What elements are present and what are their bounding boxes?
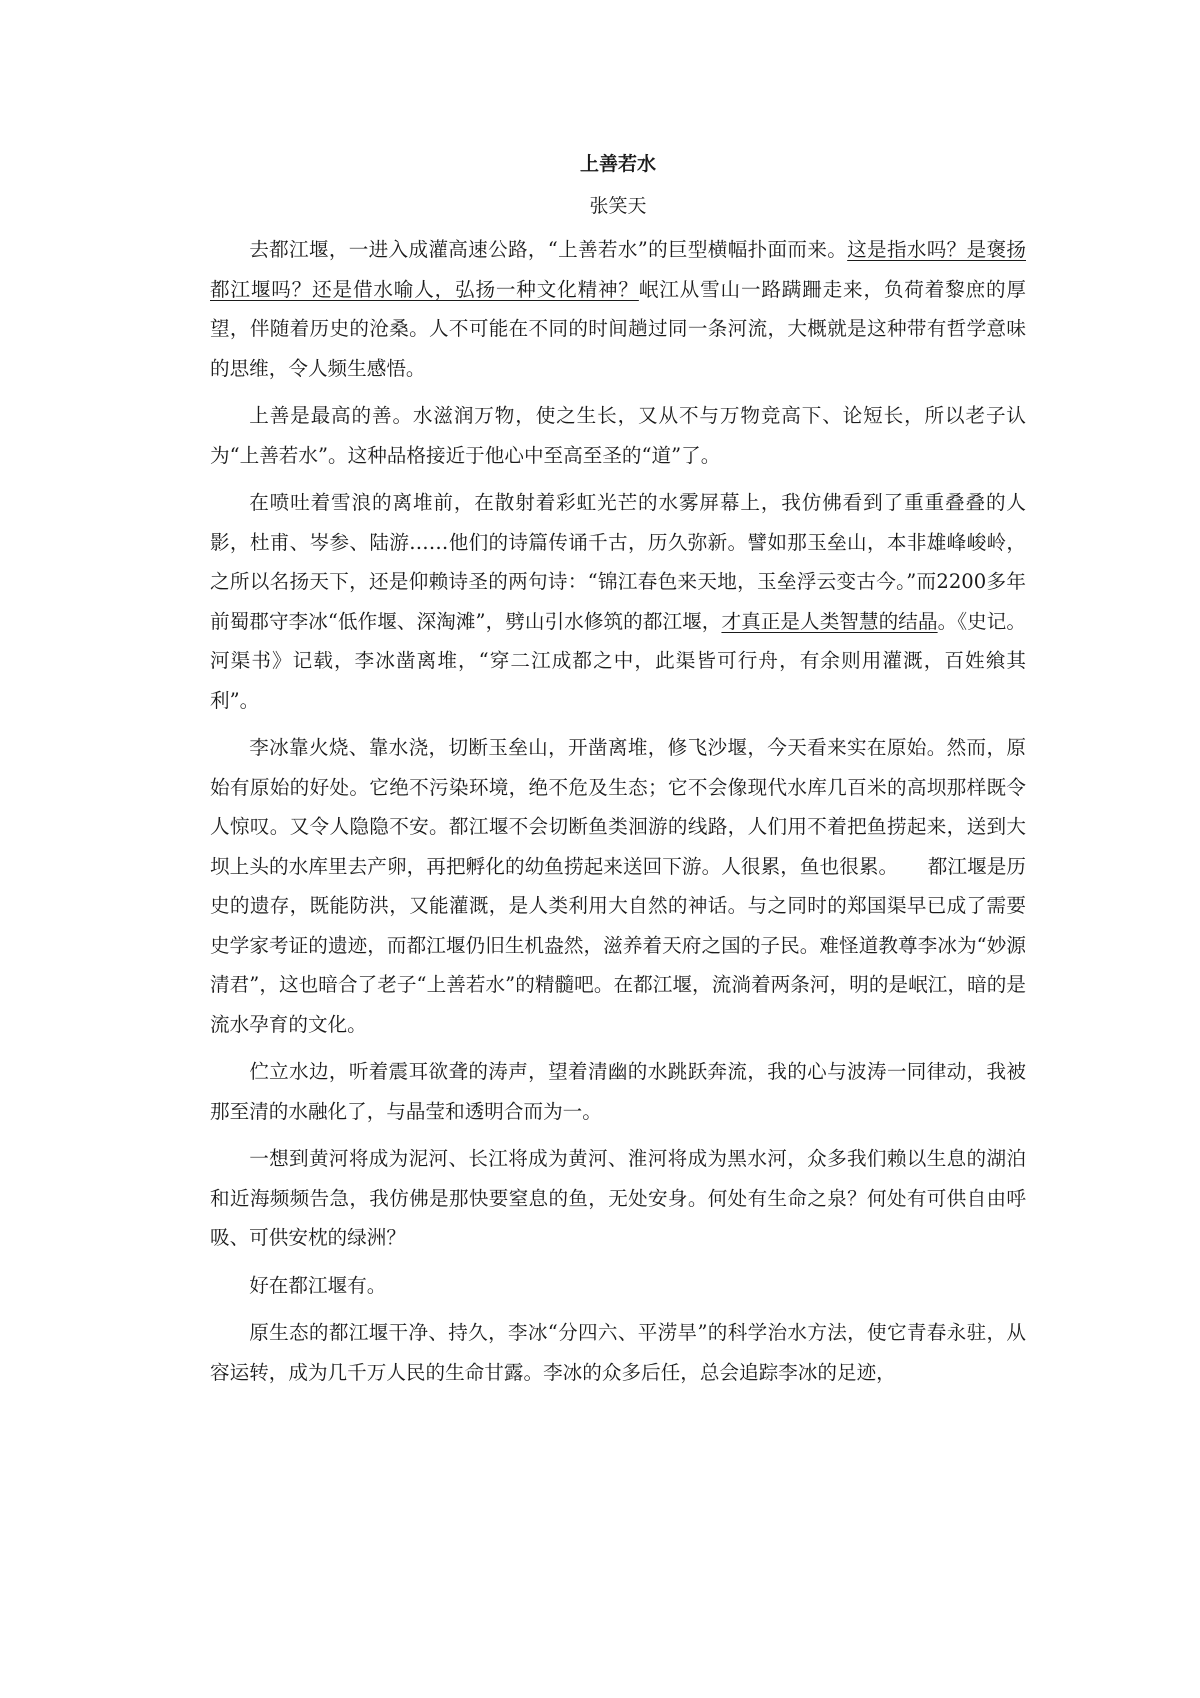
paragraph — [210, 1139, 1026, 1258]
paragraph-text: 。《史记。河渠书》记载，李冰凿离堆，“穿二江成都之中，此渠皆可行舟，有余则用灌溉，百姓飨其利”。 — [210, 609, 1027, 712]
paragraph — [210, 1052, 1026, 1131]
paragraph — [210, 396, 1026, 475]
paragraph — [210, 483, 1026, 720]
article-title: 上善若水 — [579, 153, 656, 175]
article-body — [210, 230, 1026, 1392]
paragraph-text: 一想到黄河将成为泥河、长江将成为黄河、淮河将成为黑水河，众多我们赖以生息的湖泊和近海频频告急，我仿佛是那快要窒息的鱼，无处安身。何处有生命之泉？何处有可供自由呼吸、可供安枕的绿洲？ — [210, 1147, 1026, 1249]
underlined-text: 才真正是人类智慧的结晶 — [721, 609, 938, 633]
paragraph-text: 李冰靠火烧、靠水浇，切断玉垒山，开凿离堆，修飞沙堰，今天看来实在原始。然而，原始有原始的好处。它绝不污染环境，绝不危及生态；它不会像现代水库几百米的高坝那样既令人惊叹。又令人隐隐不安。都江堰不会切断鱼类洄游的线路，人们用不着把鱼捞起来，送到大坝上头的水库里去产卵，再把孵化的幼鱼捞起来送回下游。人很累，鱼也很累。 都江堰是历史的遗存，既能防洪，又能灌溉，是人类利用大自然的神话。与之同时的郑国渠早已成了需要史学家考证的遗迹，而都江堰仍旧生机盎然，滋养着天府之国的子民。难怪道教尊李冰为“妙源清君”，这也暗合了老子“上善若水”的精髓吧。在都江堰，流淌着两条河，明的是岷江，暗的是流水孕育的文化。 — [210, 736, 1027, 1036]
underlined-text: 这是指水吗？是褒扬都江堰吗？还是借水喻人，弘扬一种文化精神？ — [210, 238, 1026, 301]
paragraph-text: 去都江堰，一进入成灌高速公路，“上善若水”的巨型横幅扑面而来。 — [249, 238, 848, 261]
paragraph — [210, 728, 1026, 1044]
paragraph-text: 伫立水边，听着震耳欲聋的涛声，望着清幽的水跳跃奔流，我的心与波涛一同律动，我被那至清的水融化了，与晶莹和透明合而为一。 — [210, 1060, 1026, 1123]
paragraph-text: 原生态的都江堰干净、持久，李冰“分四六、平涝旱”的科学治水方法，使它青春永驻，从容运转，成为几千万人民的生命甘露。李冰的众多后任，总会追踪李冰的足迹， — [210, 1321, 1026, 1384]
paragraph-text: 好在都江堰有。 — [249, 1273, 387, 1297]
article-author: 张笑天 — [589, 195, 647, 217]
paragraph-text: 上善是最高的善。水滋润万物，使之生长，又从不与万物竞高下、论短长，所以老子认为“上善若水”。这种品格接近于他心中至高至圣的“道”了。 — [210, 404, 1026, 467]
paragraph — [210, 230, 1026, 388]
paragraph-text: 岷江从雪山一路蹒跚走来，负荷着黎庶的厚望，伴随着历史的沧桑。人不可能在不同的时间趟过同一条河流，大概就是这种带有哲学意味的思维，令人频生感悟。 — [210, 277, 1027, 380]
paragraph — [210, 1313, 1026, 1392]
paragraph-text: 在喷吐着雪浪的离堆前，在散射着彩虹光芒的水雾屏幕上，我仿佛看到了重重叠叠的人影，杜甫、岑参、陆游……他们的诗篇传诵千古，历久弥新。譬如那玉垒山，本非雄峰峻岭，之所以名扬天下，还是仰赖诗圣的两句诗：“锦江春色来天地，玉垒浮云变古今。”而2200多年前蜀郡守李冰“低作堰、深淘滩”，劈山引水修筑的都江堰， — [210, 491, 1026, 633]
document-page — [210, 152, 1026, 1400]
paragraph — [210, 1266, 1026, 1306]
